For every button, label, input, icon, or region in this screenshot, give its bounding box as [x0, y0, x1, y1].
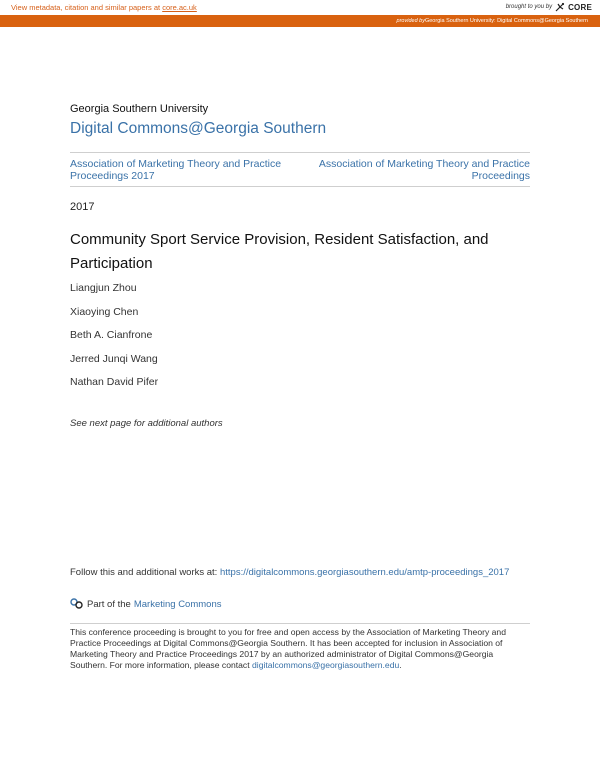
- core-view-text: View metadata, citation and similar papers at: [11, 2, 163, 12]
- publication-year: 2017: [70, 201, 95, 213]
- part-of-text: Part of the: [87, 598, 131, 610]
- core-metadata-link[interactable]: [11, 3, 197, 12]
- core-brand[interactable]: [506, 2, 592, 12]
- author-name: Jerred Junqi Wang: [70, 352, 158, 365]
- institution-name: Georgia Southern University: [70, 103, 209, 115]
- provided-by-source: Georgia Southern University: Digital Commons@Georgia Southern: [424, 18, 588, 24]
- brought-to-you-text: brought to you by: [505, 4, 553, 10]
- license-divider: [70, 623, 530, 624]
- author-name: Beth A. Cianfrone: [70, 329, 153, 341]
- core-bar: [0, 0, 600, 14]
- license-text: This conference proceeding is brought to you for free and open access by the Association of Marketing Theory and Practice Proceedings at Digital Commons@Georgia Southern. It has been accepted for inclusion in Association of Marketing Theory and Practice Proceedings 2017 by an authorized administrator of Digital Commons@Georgia Southern. For more information, please contact: [70, 627, 506, 670]
- collection-link[interactable]: https://digitalcommons.georgiasouthern.edu/amtp-proceedings_2017: [219, 567, 510, 578]
- marketing-commons-link[interactable]: Marketing Commons: [133, 598, 222, 610]
- author-list: [70, 282, 158, 400]
- series-divider: [70, 186, 530, 187]
- provided-by-bar[interactable]: [0, 15, 600, 27]
- series-link-left[interactable]: Association of Marketing Theory and Practice Proceedings 2017: [70, 158, 282, 182]
- author-name: Liangjun Zhou: [70, 282, 137, 294]
- top-divider: [70, 152, 530, 153]
- provided-by-label: provided by: [396, 18, 425, 24]
- core-ac-uk-link[interactable]: core.ac.uk: [162, 2, 197, 12]
- network-icon: [70, 598, 84, 610]
- author-name: Xiaoying Chen: [70, 305, 139, 318]
- paper-title: Community Sport Service Provision, Resident Satisfaction, and Participation: [70, 231, 489, 272]
- contact-email-link[interactable]: digitalcommons@georgiasouthern.edu: [252, 660, 400, 670]
- follow-works: [70, 563, 530, 582]
- additional-authors-note: See next page for additional authors: [70, 418, 223, 429]
- core-logo-text: CORE: [568, 2, 592, 12]
- follow-text: Follow this and additional works at:: [70, 567, 220, 578]
- series-link-right[interactable]: Association of Marketing Theory and Practice Proceedings: [318, 158, 530, 182]
- repository-name[interactable]: Digital Commons@Georgia Southern: [70, 120, 327, 137]
- license-end: .: [399, 660, 402, 670]
- part-of: [70, 598, 221, 610]
- author-name: Nathan David Pifer: [70, 376, 159, 388]
- license-statement: [70, 627, 530, 671]
- core-logo-icon: [555, 2, 565, 12]
